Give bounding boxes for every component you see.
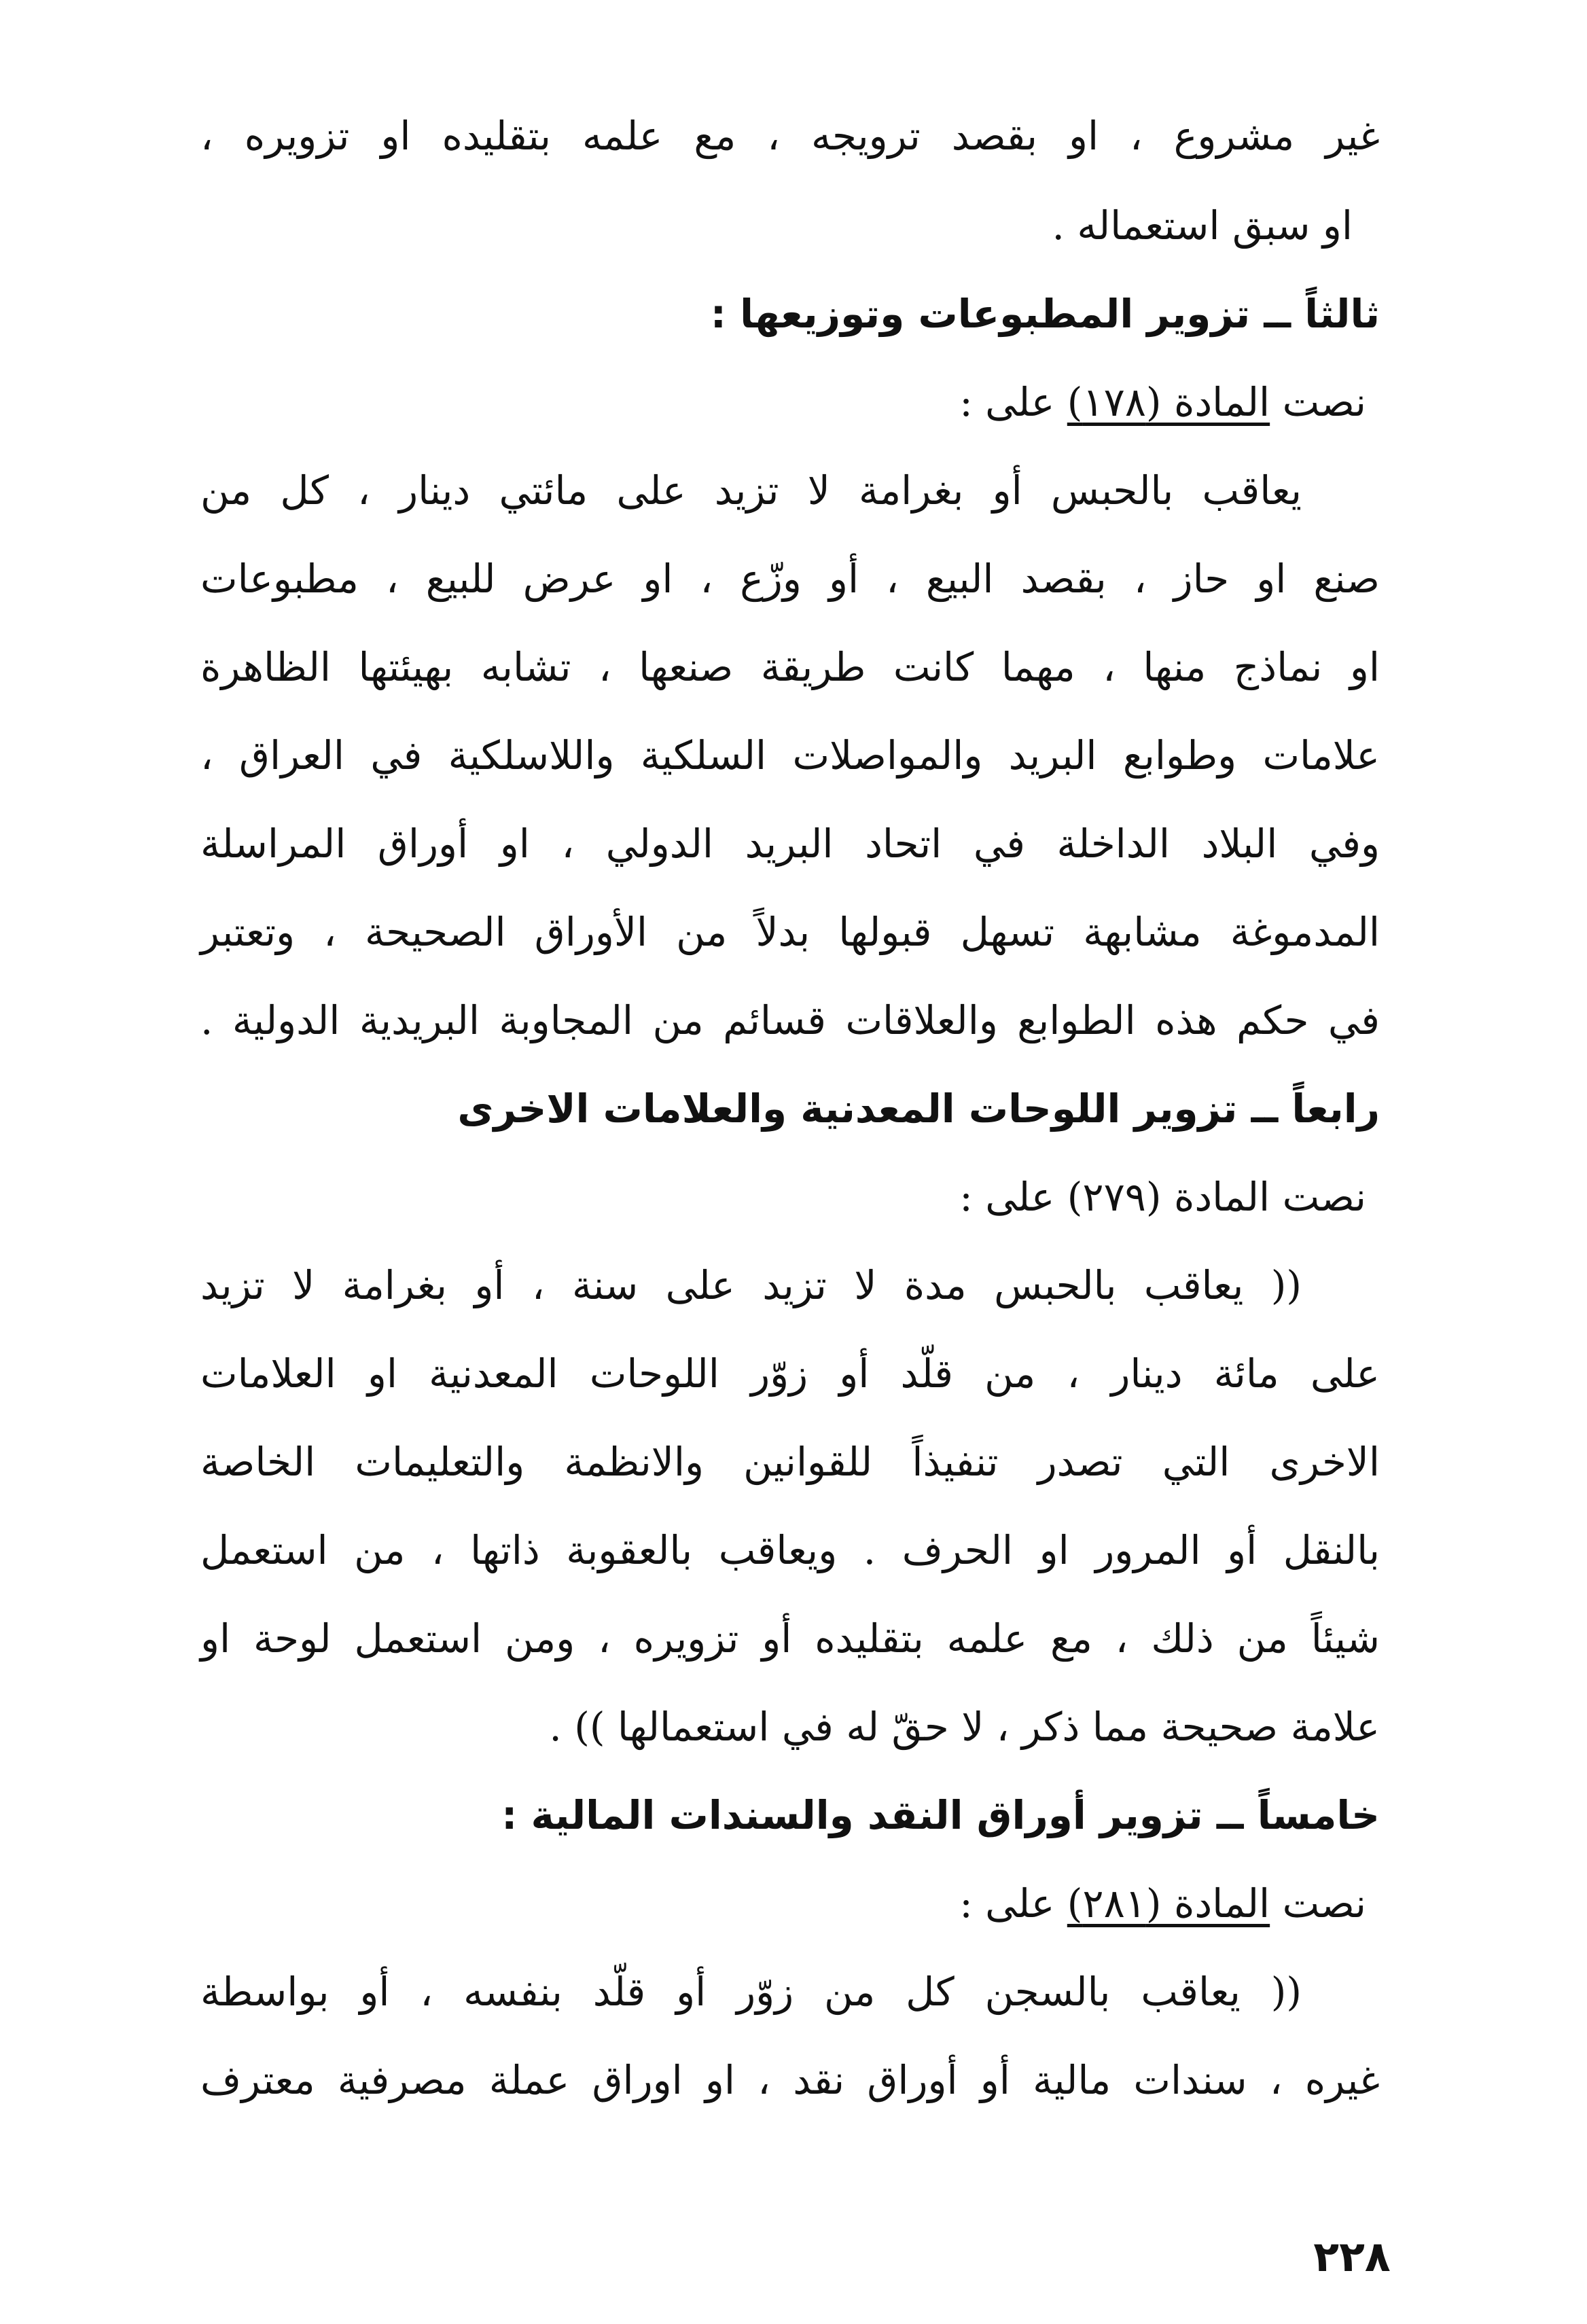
- paragraph-line: بالنقل أو المرور او الحرف . ويعاقب بالعقوبة ذاتها ، من استعمل: [200, 1527, 1380, 1573]
- article-reference-279: نصت المادة (٢٧٩) على :: [959, 1174, 1366, 1220]
- paragraph-line: (( يعاقب بالسجن كل من زوّر أو قلّد بنفسه ، أو بواسطة: [200, 1969, 1302, 2015]
- page-number: ٢٢٨: [1313, 2232, 1391, 2281]
- paragraph-line: شيئاً من ذلك ، مع علمه بتقليده أو تزويره ، ومن استعمل لوحة او: [200, 1615, 1380, 1662]
- article-suffix: على :: [959, 379, 1067, 425]
- article-reference-281: [959, 1876, 1366, 1931]
- article-number-underlined: المادة (٢٨١): [1067, 1880, 1270, 1927]
- paragraph-line: (( يعاقب بالحبس مدة لا تزيد على سنة ، أو بغرامة لا تزيد: [200, 1262, 1302, 1308]
- paragraph-line: غيره ، سندات مالية أو أوراق نقد ، او اوراق عملة مصرفية معترف: [200, 2057, 1380, 2103]
- paragraph-line: وفي البلاد الداخلة في اتحاد البريد الدولي ، او أوراق المراسلة: [200, 821, 1380, 867]
- article-reference-178: [959, 375, 1366, 429]
- paragraph-line: يعاقب بالحبس أو بغرامة لا تزيد على مائتي دينار ، كل من: [200, 467, 1302, 514]
- article-prefix: نصت: [1270, 379, 1366, 425]
- paragraph-line: غير مشروع ، او بقصد ترويجه ، مع علمه بتقليده او تزويره ،: [200, 113, 1380, 159]
- article-number-underlined: المادة (١٧٨): [1067, 379, 1270, 425]
- paragraph-line: او نماذج منها ، مهما كانت طريقة صنعها ، تشابه بهيئتها الظاهرة: [200, 644, 1380, 690]
- article-suffix: على :: [959, 1880, 1067, 1927]
- paragraph-line: على مائة دينار ، من قلّد أو زوّر اللوحات المعدنية او العلامات: [200, 1351, 1380, 1397]
- paragraph-line: او سبق استعماله .: [1052, 202, 1353, 249]
- article-prefix: نصت: [1270, 1880, 1366, 1927]
- paragraph-line: في حكم هذه الطوابع والعلاقات قسائم من المجاوبة البريدية الدولية .: [200, 997, 1380, 1043]
- paragraph-line: علامة صحيحة مما ذكر ، لا حقّ له في استعمالها )) .: [549, 1704, 1380, 1750]
- paragraph-line: المدموغة مشابهة تسهل قبولها بدلاً من الأوراق الصحيحة ، وتعتبر: [200, 909, 1380, 955]
- section-heading-fifth: خامساً ــ تزوير أوراق النقد والسندات المالية :: [501, 1792, 1380, 1838]
- paragraph-line: علامات وطوابع البريد والمواصلات السلكية واللاسلكية في العراق ،: [200, 732, 1380, 779]
- paragraph-line: صنع او حاز ، بقصد البيع ، أو وزّع ، او عرض للبيع ، مطبوعات: [200, 556, 1380, 602]
- paragraph-line: الاخرى التي تصدر تنفيذاً للقوانين والانظمة والتعليمات الخاصة: [200, 1439, 1380, 1485]
- section-heading-fourth: رابعاً ــ تزوير اللوحات المعدنية والعلامات الاخرى: [457, 1086, 1380, 1132]
- section-heading-third: ثالثاً ــ تزوير المطبوعات وتوزيعها :: [710, 291, 1380, 337]
